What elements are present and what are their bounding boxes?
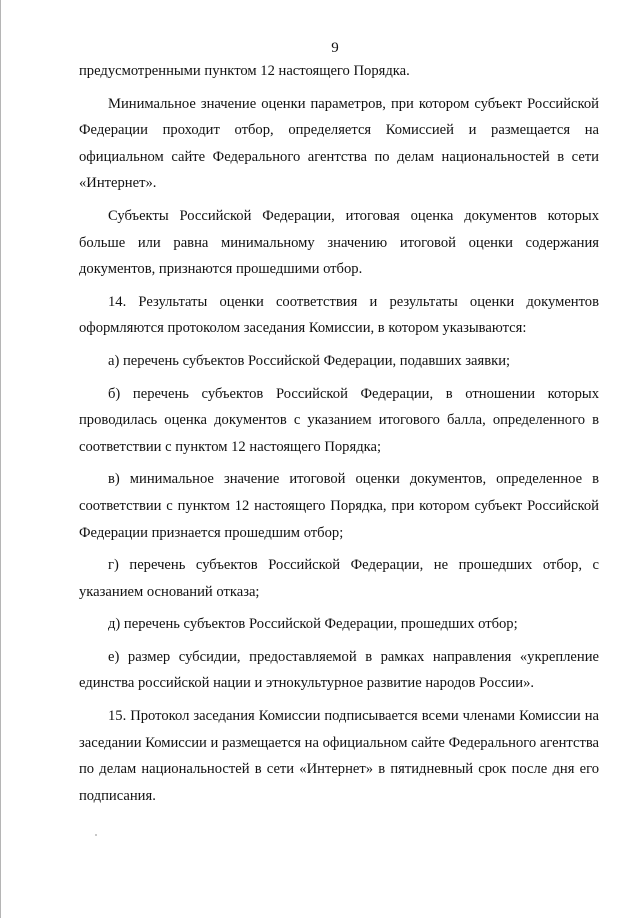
paragraph-item-14: 14. Результаты оценки соответствия и результаты оценки документов оформляются протоколом заседания Комиссии, в котором указываются: [79, 293, 599, 337]
paragraph-item-15: 15. Протокол заседания Комиссии подписывается всеми членами Комиссии на заседании Комиссии и размещается на официальном сайте Федерального агентства по делам национальностей в сети «Интернет» в пятидневный срок после дня его подписания. [79, 708, 599, 804]
paragraph-continuation: предусмотренными пунктом 12 настоящего Порядка. [79, 63, 410, 79]
document-body [79, 58, 599, 815]
page-number: 9 [331, 40, 339, 56]
list-item-a: а) перечень субъектов Российской Федерации, подавших заявки; [108, 352, 511, 369]
list-item-b: б) перечень субъектов Российской Федерации, в отношении которых проводилась оценка документов с указанием итогового балла, определенного в соответствии с пунктом 12 настоящего Порядка; [79, 385, 599, 455]
paragraph-minimum-score: Минимальное значение оценки параметров, при котором субъект Российской Федерации проходит отбор, определяется Комиссией и размещается на официальном сайте Федерального агентства по делам национальностей в сети «Интернет». [79, 95, 599, 192]
list-item-e: е) размер субсидии, предоставляемой в рамках направления «укрепление единства российской нации и этнокультурное развитие народов России». [79, 648, 599, 692]
list-item-v: в) минимальное значение итоговой оценки документов, определенное в соответствии с пунктом 12 настоящего Порядка, при котором субъект Российской Федерации признается прошедшим отбор; [79, 471, 599, 541]
paragraph-passed-subjects: Субъекты Российской Федерации, итоговая оценка документов которых больше или равна минимальному значению итоговой оценки содержания документов, признаются прошедшими отбор. [79, 207, 599, 278]
scan-artifact-dot [95, 834, 97, 836]
list-item-g: г) перечень субъектов Российской Федерации, не прошедших отбор, с указанием оснований отказа; [79, 557, 599, 600]
list-item-d: д) перечень субъектов Российской Федерации, прошедших отбор; [108, 616, 518, 633]
